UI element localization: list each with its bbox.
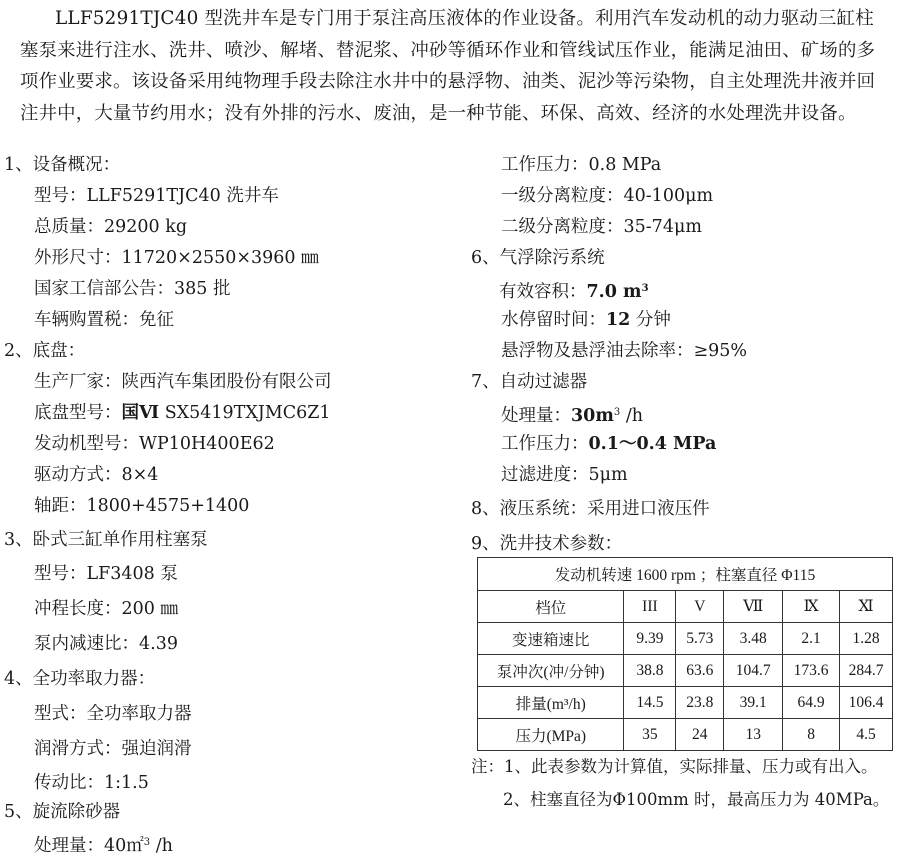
- table-row: [478, 623, 893, 655]
- working-pressure: 工作压力：0.8 MPa: [501, 155, 662, 175]
- table-cell: 39.1: [724, 687, 783, 719]
- table-cell: 63.6: [676, 655, 724, 687]
- superscript: 3: [641, 283, 649, 294]
- filter-pressure: [501, 433, 716, 455]
- value: ≥95%: [693, 341, 748, 361]
- table-row: [478, 655, 893, 687]
- table-cell: 106.4: [840, 687, 893, 719]
- model: 型号：LLF5291TJC40 洗井车: [34, 186, 279, 206]
- separation-1: 一级分离粒度：40-100μm: [501, 186, 714, 206]
- reduction-ratio: 泵内减速比：4.39: [34, 634, 178, 654]
- table-cell: 23.8: [676, 687, 724, 719]
- table-cell: 8: [783, 719, 840, 751]
- table-header-cell: Ⅺ: [840, 591, 893, 623]
- section-1-heading: 1、设备概况：: [4, 155, 121, 175]
- table-cell: 3.48: [724, 623, 783, 655]
- table-cell: 14.5: [624, 687, 676, 719]
- desander-capacity: [34, 832, 173, 857]
- manufacturer: 生产厂家：陕西汽车集团股份有限公司: [34, 372, 332, 392]
- chassis-label: 底盘型号：: [34, 403, 122, 423]
- table-title-row: [478, 558, 893, 591]
- label: 水停留时间：: [501, 310, 606, 330]
- table-header-row: [478, 591, 893, 623]
- lubrication: 润滑方式：强迫润滑: [34, 739, 192, 759]
- table-row: [478, 719, 893, 751]
- table-header-cell: III: [624, 591, 676, 623]
- label: 悬浮物及悬浮油去除率：: [501, 341, 694, 361]
- table-row: [478, 687, 893, 719]
- intro-paragraph: LLF5291TJC40 型洗井车是专门用于泵注高压液体的作业设备。利用汽车发动机的动力驱动三缸柱塞泵来进行注水、洗井、喷沙、解堵、替泥浆、冲砂等循环作业和管线试压作业，能满足油田、矿场的多项作业要求。该设备采用纯物理手段去除注水井中的悬浮物、油类、泥沙等污染物，自主处理洗井液并回注井中，大量节约用水；没有外排的污水、废油，是一种节能、环保、高效、经济的水处理洗井设备。: [20, 8, 876, 124]
- drive-type: 驱动方式：8×4: [34, 465, 159, 485]
- section-9-heading: 9、洗井技术参数：: [471, 534, 623, 554]
- chassis-model: [34, 402, 331, 424]
- transmission-ratio: 传动比：1:1.5: [34, 773, 149, 793]
- table-cell: 2.1: [783, 623, 840, 655]
- bulletin: 国家工信部公告：385 批: [34, 279, 231, 299]
- purchase-tax: 车辆购置税：免征: [34, 310, 174, 330]
- total-mass: 总质量：29200 kg: [34, 217, 188, 237]
- unit: /h: [150, 836, 173, 856]
- engine-model: 发动机型号：WP10H400E62: [34, 434, 275, 454]
- table-header-cell: Ⅸ: [783, 591, 840, 623]
- table-cell: 284.7: [840, 655, 893, 687]
- effective-volume: [499, 278, 649, 303]
- stroke-length: 冲程长度：200 ㎜: [34, 599, 178, 619]
- value: 12: [606, 310, 631, 330]
- value: 0.1～0.4 MPa: [588, 434, 717, 454]
- table-cell: 1.28: [840, 623, 893, 655]
- chassis-model-value: SX5419TXJMC6Z1: [159, 403, 331, 423]
- wheelbase: 轴距：1800+4575+1400: [34, 496, 250, 516]
- removal-rate: [501, 340, 747, 362]
- table-header-cell: Ⅶ: [724, 591, 783, 623]
- table-cell: 压力(MPa): [478, 719, 624, 751]
- table-cell: 9.39: [624, 623, 676, 655]
- unit: 分钟: [630, 310, 671, 330]
- note-2: 2、柱塞直径为Φ100mm 时，最高压力为 40MPa。: [503, 790, 890, 809]
- value: 7.0 m: [586, 282, 642, 302]
- section-5-heading: 5、旋流除砂器: [4, 802, 121, 822]
- table-cell: 38.8: [624, 655, 676, 687]
- table-header-cell: 档位: [478, 591, 624, 623]
- section-6-heading: 6、气浮除污系统: [471, 248, 605, 268]
- table-cell: 173.6: [783, 655, 840, 687]
- table-cell: 64.9: [783, 687, 840, 719]
- table-cell: 5.73: [676, 623, 724, 655]
- unit: /h: [620, 406, 643, 426]
- table-header-cell: V: [676, 591, 724, 623]
- capacity-label: 处理量：40㎡: [34, 836, 144, 856]
- separation-2: 二级分离粒度：35-74μm: [501, 217, 702, 237]
- table-cell: 13: [724, 719, 783, 751]
- section-2-heading: 2、底盘：: [4, 341, 86, 361]
- table-cell: 排量(m³/h): [478, 687, 624, 719]
- section-7-heading: 7、自动过滤器: [471, 372, 588, 392]
- table-title: 发动机转速 1600 rpm ；柱塞直径 Φ115: [478, 558, 893, 591]
- value: 30m: [571, 406, 614, 426]
- label: 有效容积：: [499, 282, 587, 302]
- section-3-heading: 3、卧式三缸单作用柱塞泵: [4, 530, 208, 550]
- table-cell: 4.5: [840, 719, 893, 751]
- superscript: 3: [143, 837, 151, 848]
- section-4-heading: 4、全功率取力器：: [4, 669, 156, 689]
- table-cell: 104.7: [724, 655, 783, 687]
- wash-params-table: [477, 557, 893, 751]
- table-cell: 泵冲次(冲/分钟): [478, 655, 624, 687]
- retention-time: [501, 309, 671, 331]
- pump-model: 型号：LF3408 泵: [34, 564, 178, 584]
- dimensions: 外形尺寸：11720×2550×3960 ㎜: [34, 248, 319, 268]
- emission-standard: 国Ⅵ: [121, 403, 160, 423]
- note-1: 注：1、此表参数为计算值，实际排量、压力或有出入。: [471, 757, 878, 776]
- label: 处理量：: [501, 406, 571, 426]
- table-cell: 24: [676, 719, 724, 751]
- label: 工作压力：: [501, 434, 589, 454]
- table-cell: 35: [624, 719, 676, 751]
- filter-precision: 过滤进度：5μm: [501, 465, 628, 485]
- section-8: 8、液压系统：采用进口液压件: [471, 499, 710, 519]
- pto-type: 型式：全功率取力器: [34, 704, 192, 724]
- superscript: 3: [613, 407, 621, 418]
- filter-capacity: [501, 402, 643, 427]
- table-cell: 变速箱速比: [478, 623, 624, 655]
